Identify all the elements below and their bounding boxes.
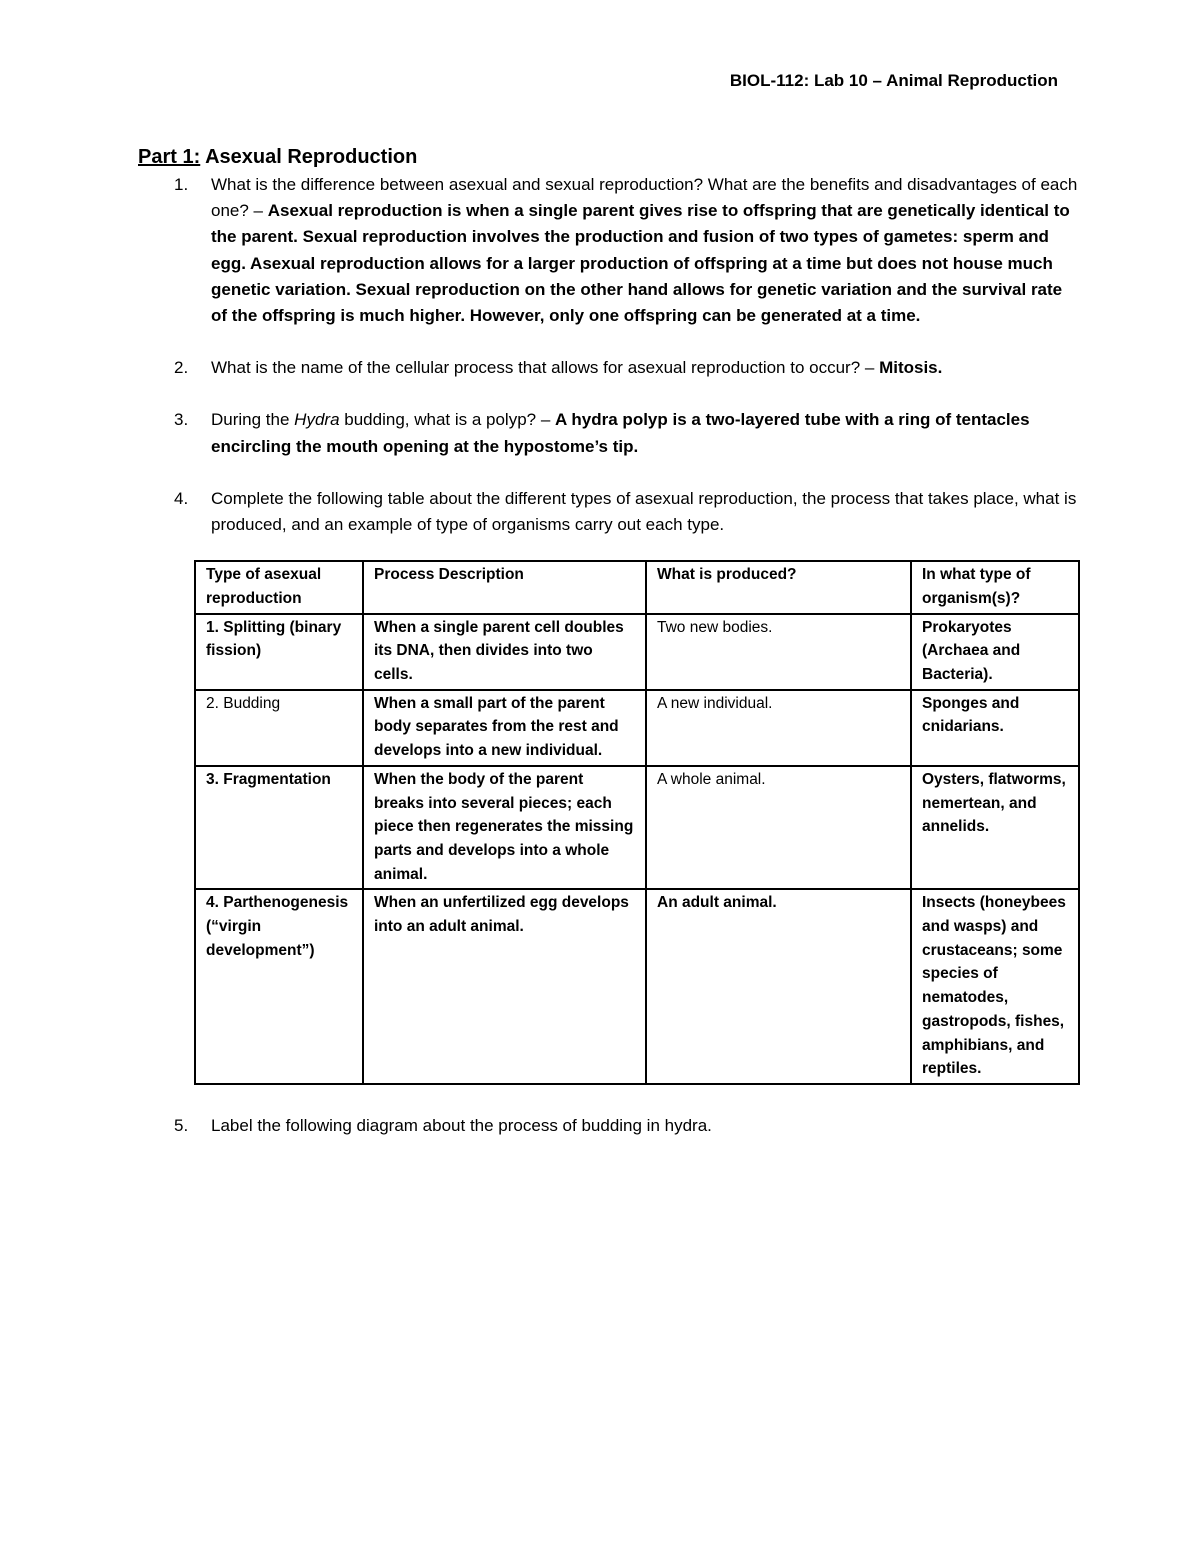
header-type: Type of asexual reproduction bbox=[195, 561, 363, 613]
question-3 bbox=[138, 407, 1078, 459]
part-heading bbox=[138, 142, 1078, 172]
document-body bbox=[138, 142, 1078, 1139]
cell-organisms: Prokaryotes (Archaea and Bacteria). bbox=[911, 614, 1079, 690]
cell-organisms: Sponges and cnidarians. bbox=[911, 690, 1079, 766]
cell-process: When a small part of the parent body separates from the rest and develops into a new individual. bbox=[363, 690, 646, 766]
question-number: 5. bbox=[174, 1116, 189, 1135]
answer-text: A hydra polyp is a two-layered tube with a ring of tentacles encircling the mouth opening at the hypostome’s tip. bbox=[211, 410, 1030, 456]
table-row bbox=[195, 889, 1079, 1084]
cell-produced: A whole animal. bbox=[646, 766, 911, 890]
cell-produced: Two new bodies. bbox=[646, 614, 911, 690]
table-row bbox=[195, 614, 1079, 690]
question-text: Complete the following table about the different types of asexual reproduction, the process that takes place, what is produced, and an example of type of organisms carry out each type. bbox=[211, 488, 1077, 535]
question-text-before: During the bbox=[211, 410, 290, 430]
question-2 bbox=[138, 355, 1078, 381]
question-1 bbox=[138, 172, 1078, 329]
question-5 bbox=[138, 1113, 1078, 1139]
cell-type: 2. Budding bbox=[195, 690, 363, 766]
header-process: Process Description bbox=[363, 561, 646, 613]
cell-process: When the body of the parent breaks into several pieces; each piece then regenerates the missing parts and develops into a whole animal. bbox=[363, 766, 646, 890]
asexual-reproduction-table bbox=[194, 560, 1080, 1085]
question-text: What is the name of the cellular process that allows for asexual reproduction to occur? – bbox=[211, 358, 875, 378]
cell-organisms: Oysters, flatworms, nemertean, and annelids. bbox=[911, 766, 1079, 890]
part-title: Asexual Reproduction bbox=[205, 146, 418, 168]
question-text: What is the difference between asexual and sexual reproduction? What are the benefits and disadvantages of each one? – bbox=[211, 175, 1078, 221]
question-number: 1. bbox=[174, 175, 189, 194]
table-row bbox=[195, 690, 1079, 766]
part-label: Part 1: bbox=[138, 146, 201, 168]
question-number: 3. bbox=[174, 410, 189, 430]
question-number: 4. bbox=[174, 488, 189, 508]
cell-process: When an unfertilized egg develops into an adult animal. bbox=[363, 889, 646, 1084]
cell-organisms: Insects (honeybees and wasps) and crustaceans; some species of nematodes, gastropods, fishes, amphibians, and reptiles. bbox=[911, 889, 1079, 1084]
cell-produced: An adult animal. bbox=[646, 889, 911, 1084]
cell-produced: A new individual. bbox=[646, 690, 911, 766]
running-header: BIOL-112: Lab 10 – Animal Reproduction bbox=[729, 71, 1058, 90]
cell-type: 1. Splitting (binary fission) bbox=[195, 614, 363, 690]
header-produced: What is produced? bbox=[646, 561, 911, 613]
question-text: Label the following diagram about the process of budding in hydra. bbox=[211, 1116, 712, 1135]
cell-process: When a single parent cell doubles its DNA, then divides into two cells. bbox=[363, 614, 646, 690]
question-4 bbox=[138, 486, 1078, 538]
table-row bbox=[195, 766, 1079, 890]
question-text-italic: Hydra bbox=[294, 410, 340, 430]
header-organisms: In what type of organism(s)? bbox=[911, 561, 1079, 613]
question-number: 2. bbox=[174, 358, 189, 378]
answer-text: Asexual reproduction is when a single parent gives rise to offspring that are genetically identical to the parent. Sexual reproduction involves the production and fusion of two types of gametes: sperm and egg. Asexual reproduction allows for a larger production of offspring at a time but does not house much genetic variation. Sexual reproduction on the other hand allows for genetic variation and the survival rate of the offspring is much higher. However, only one offspring can be generated at a time. bbox=[211, 201, 1070, 326]
answer-text: Mitosis. bbox=[879, 358, 943, 378]
cell-type: 4. Parthenogenesis (“virgin development”) bbox=[195, 889, 363, 1084]
cell-type: 3. Fragmentation bbox=[195, 766, 363, 890]
table-header-row bbox=[195, 561, 1079, 613]
question-text-after: budding, what is a polyp? – bbox=[344, 410, 551, 430]
